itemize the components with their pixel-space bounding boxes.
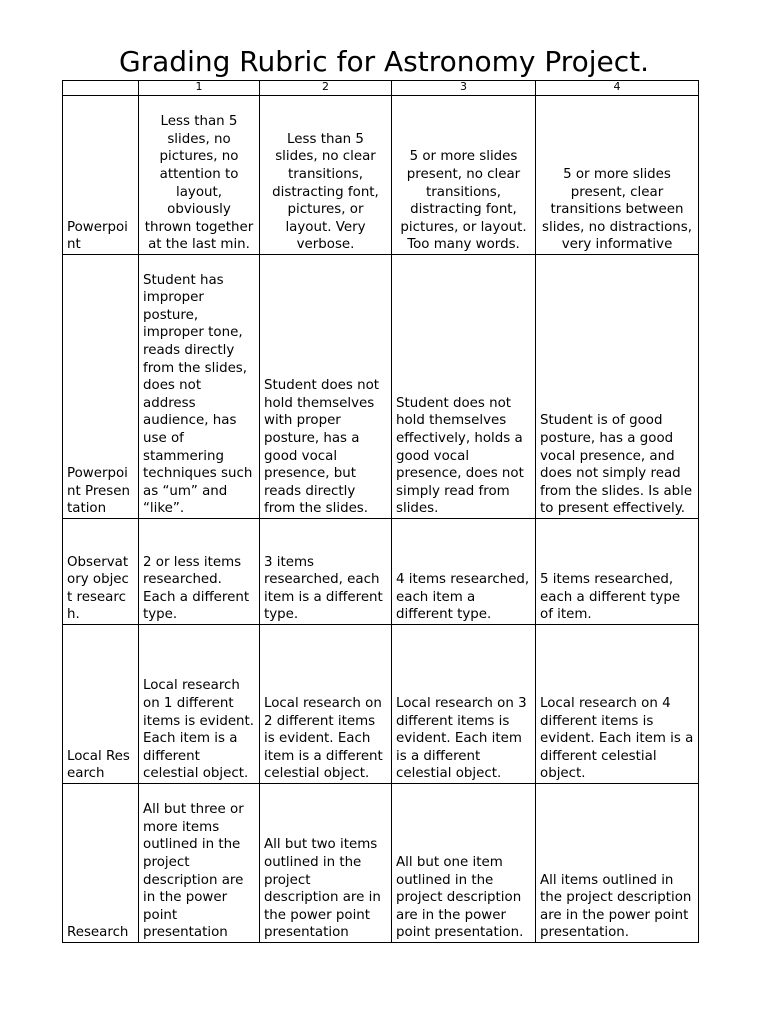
criterion-cell-score-2: Local research on 2 different items is evident. Each item is a different celestial object. — [260, 625, 392, 784]
category-label: Observatory object research. — [63, 519, 139, 625]
criterion-cell-score-1: All but three or more items outlined in the project description are in the power point presentation — [139, 784, 260, 943]
rubric-row-powerpoint — [63, 96, 699, 255]
criterion-cell-score-2: Student does not hold themselves with proper posture, has a good vocal presence, but reads directly from the slides. — [260, 255, 392, 519]
criterion-cell-score-4: 5 or more slides present, clear transitions between slides, no distractions, very informative — [536, 96, 699, 255]
criterion-cell-score-4: All items outlined in the project description are in the power point presentation. — [536, 784, 699, 943]
category-label: Local Research — [63, 625, 139, 784]
header-blank-cell — [63, 81, 139, 96]
category-label: Research — [63, 784, 139, 943]
header-score-1: 1 — [139, 81, 260, 96]
criterion-cell-score-3: Local research on 3 different items is evident. Each item is a different celestial object. — [392, 625, 536, 784]
header-score-2: 2 — [260, 81, 392, 96]
criterion-cell-score-3: 4 items researched, each item a different type. — [392, 519, 536, 625]
criterion-cell-score-1: Less than 5 slides, no pictures, no attention to layout, obviously thrown together at the last min. — [139, 96, 260, 255]
rubric-table — [62, 80, 699, 943]
rubric-row-presentation — [63, 255, 699, 519]
rubric-row-observatory-research — [63, 519, 699, 625]
header-score-3: 3 — [392, 81, 536, 96]
criterion-cell-score-2: All but two items outlined in the project description are in the power point presentation — [260, 784, 392, 943]
rubric-row-research — [63, 784, 699, 943]
category-label: Powerpoint — [63, 96, 139, 255]
criterion-cell-score-1: Local research on 1 different items is evident. Each item is a different celestial object. — [139, 625, 260, 784]
category-label: Powerpoint Presentation — [63, 255, 139, 519]
criterion-cell-score-2: Less than 5 slides, no clear transitions, distracting font, pictures, or layout. Very verbose. — [260, 96, 392, 255]
criterion-cell-score-4: Local research on 4 different items is evident. Each item is a different celestial object. — [536, 625, 699, 784]
criterion-cell-score-3: All but one item outlined in the project description are in the power point presentation. — [392, 784, 536, 943]
criterion-cell-score-2: 3 items researched, each item is a different type. — [260, 519, 392, 625]
header-score-4: 4 — [536, 81, 699, 96]
criterion-cell-score-3: Student does not hold themselves effectively, holds a good vocal presence, does not simply read from slides. — [392, 255, 536, 519]
criterion-cell-score-1: 2 or less items researched. Each a different type. — [139, 519, 260, 625]
criterion-cell-score-1: Student has improper posture, improper tone, reads directly from the slides, does not address audience, has use of stammering techniques such as “um” and “like”. — [139, 255, 260, 519]
document-title: Grading Rubric for Astronomy Project. — [118, 45, 650, 78]
criterion-cell-score-4: Student is of good posture, has a good vocal presence, and does not simply read from the slides. Is able to present effectively. — [536, 255, 699, 519]
criterion-cell-score-4: 5 items researched, each a different type of item. — [536, 519, 699, 625]
criterion-cell-score-3: 5 or more slides present, no clear transitions, distracting font, pictures, or layout. Too many words. — [392, 96, 536, 255]
rubric-row-local-research — [63, 625, 699, 784]
header-row — [63, 81, 699, 96]
